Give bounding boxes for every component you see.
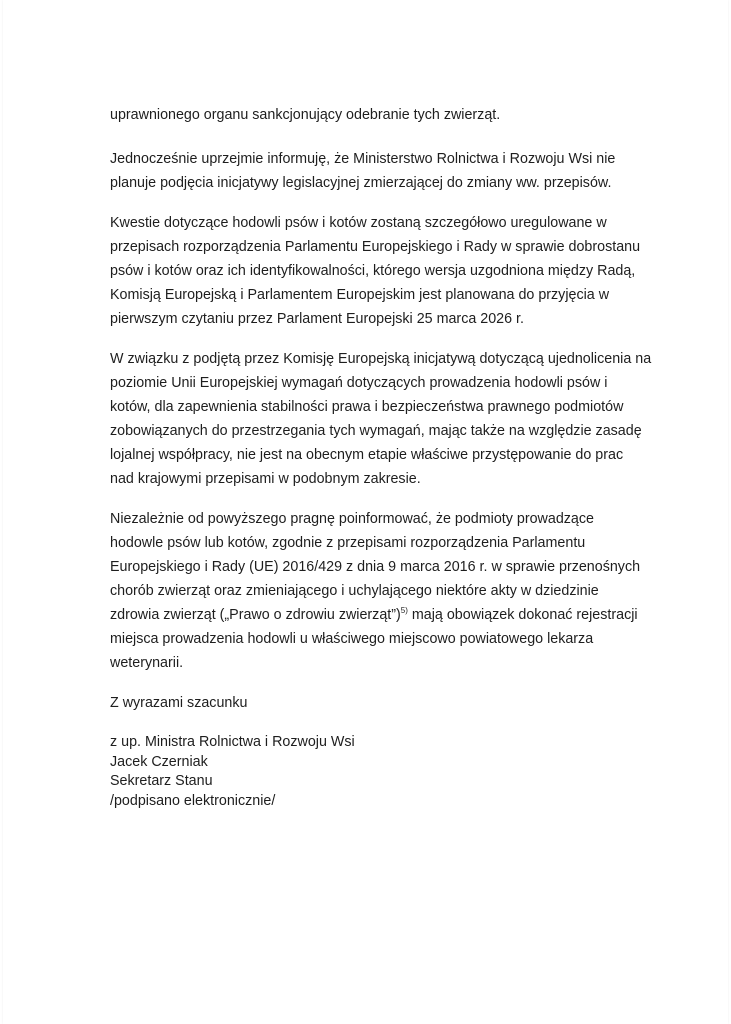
signature-block [110, 733, 355, 811]
text-line: zobowiązanych do przestrzegania tych wymagań, mając także na względzie zasadę [110, 423, 642, 439]
signature-note: /podpisano elektronicznie/ [110, 792, 276, 809]
signature-name: Jacek Czerniak [110, 753, 208, 770]
text-line: lojalnej współpracy, nie jest na obecnym etapie właściwe przystępowanie do prac [110, 447, 624, 463]
signature-title: Sekretarz Stanu [110, 773, 213, 789]
text-line: przepisach rozporządzenia Parlamentu Europejskiego i Rady w sprawie dobrostanu [110, 239, 641, 255]
text-line: weterynarii. [110, 655, 184, 671]
paragraph-3 [110, 211, 640, 331]
document-page [3, 0, 728, 1024]
text-fragment: mają obowiązek dokonać rejestracji [407, 607, 638, 623]
text-line-with-footnote [110, 603, 640, 627]
text-line: Europejskiego i Rady (UE) 2016/429 z dnia 9 marca 2016 r. w sprawie przenośnych [110, 559, 641, 575]
paragraph-2 [110, 147, 615, 195]
text-line: kotów, dla zapewnienia stabilności prawa i bezpieczeństwa prawnego podmiotów [110, 399, 624, 415]
paragraph-5 [110, 507, 640, 675]
text-line: hodowle psów lub kotów, zgodnie z przepisami rozporządzenia Parlamentu [110, 535, 586, 551]
text-line: Niezależnie od powyższego pragnę poinformować, że podmioty prowadzące [110, 511, 594, 527]
closing-text: Z wyrazami szacunku [110, 695, 248, 711]
text-line: uprawnionego organu sankcjonujący odebranie tych zwierząt. [110, 107, 501, 123]
text-line: planuje podjęcia inicjatywy legislacyjnej zmierzającej do zmiany ww. przepisów. [110, 175, 612, 191]
closing [110, 691, 247, 715]
text-fragment: zdrowia zwierząt („Prawo o zdrowiu zwierząt”) [110, 607, 401, 623]
text-line: Kwestie dotyczące hodowli psów i kotów zostaną szczegółowo uregulowane w [110, 215, 607, 231]
paragraph-1 [110, 103, 500, 127]
signature-authority: z up. Ministra Rolnictwa i Rozwoju Wsi [110, 734, 355, 750]
text-line: miejsca prowadzenia hodowli u właściwego miejscowo powiatowego lekarza [110, 631, 594, 647]
footnote-reference: 5) [400, 606, 408, 615]
text-line: psów i kotów oraz ich identyfikowalności, którego wersja uzgodniona między Radą, [110, 263, 636, 279]
text-line: W związku z podjętą przez Komisję Europejską inicjatywą dotyczącą ujednolicenia na [110, 351, 652, 367]
text-line: Jednocześnie uprzejmie informuję, że Ministerstwo Rolnictwa i Rozwoju Wsi nie [110, 151, 616, 167]
text-line: poziomie Unii Europejskiej wymagań dotyczących prowadzenia hodowli psów i [110, 375, 608, 391]
paragraph-4 [110, 347, 651, 491]
text-line: pierwszym czytaniu przez Parlament Europejski 25 marca 2026 r. [110, 311, 524, 327]
text-line: chorób zwierząt oraz zmieniającego i uchylającego niektóre akty w dziedzinie [110, 583, 599, 599]
text-line: Komisją Europejską i Parlamentem Europejskim jest planowana do przyjęcia w [110, 287, 610, 303]
text-line: nad krajowymi przepisami w podobnym zakresie. [110, 471, 421, 487]
